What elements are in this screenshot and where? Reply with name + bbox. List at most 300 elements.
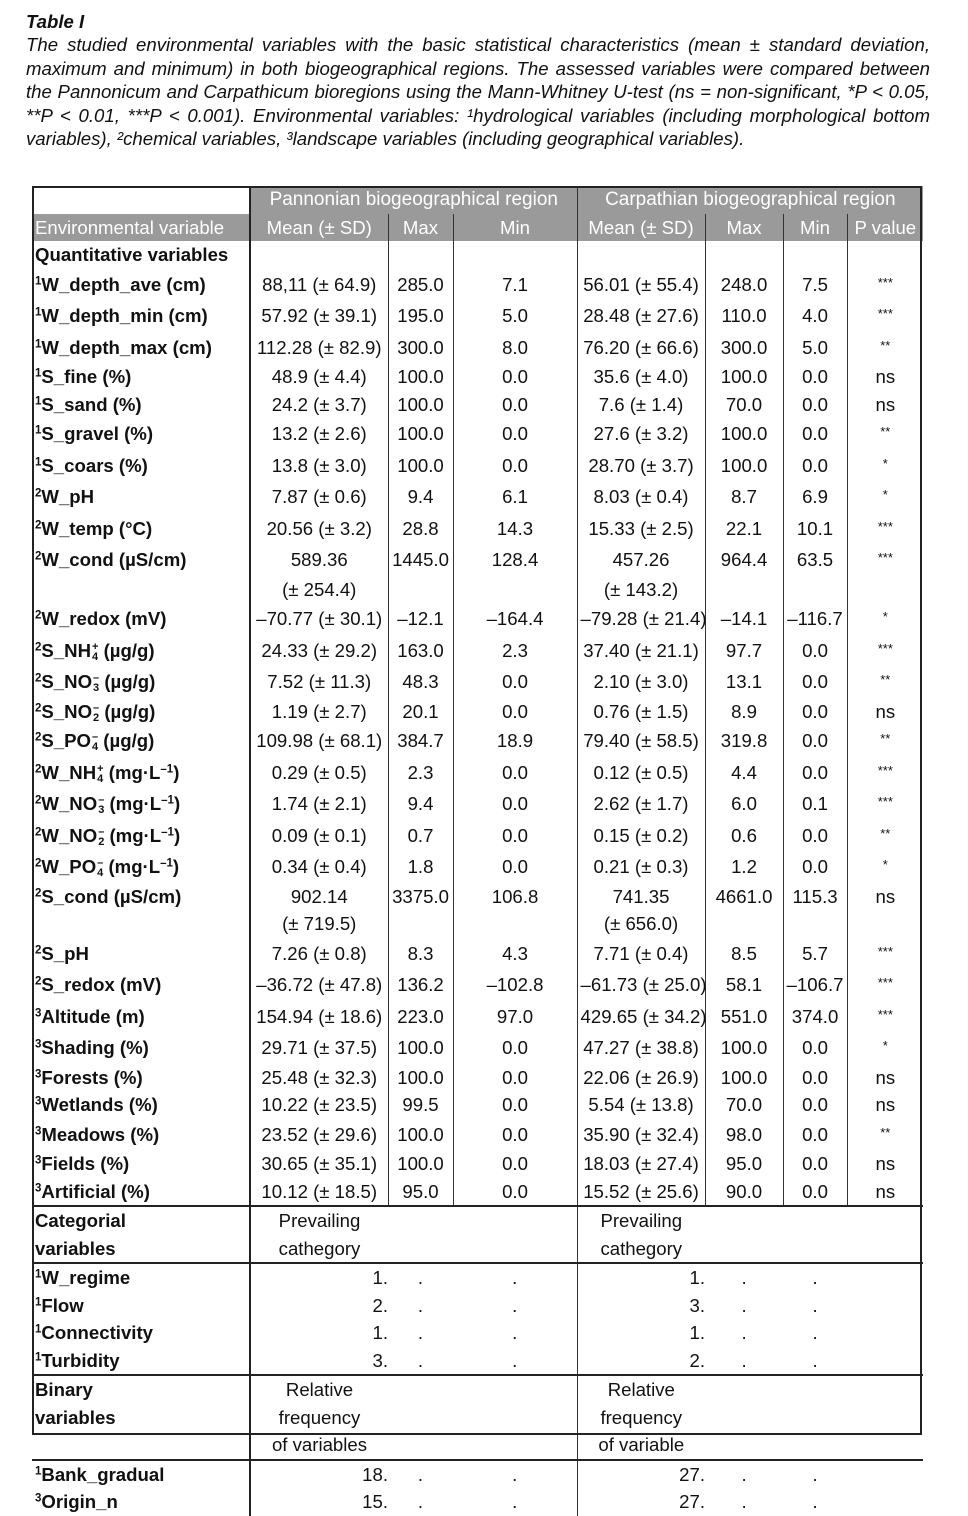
table-row <box>32 666 923 698</box>
unit-end: ) <box>173 793 181 814</box>
variable-name: Bank_gradual <box>41 1463 165 1485</box>
category-superscript: 2 <box>35 944 42 957</box>
variable-cell <box>32 332 250 364</box>
pannonian-mean: 7.26 (± 0.8) <box>250 938 388 970</box>
carpathian-min: 4.0 <box>783 300 847 332</box>
pannonian-max: 100.0 <box>388 1064 453 1092</box>
carpathian-max: 8.7 <box>705 481 783 513</box>
variable-name: Artificial (%) <box>41 1180 150 1202</box>
pannonian-max: 2.3 <box>388 757 453 789</box>
carpathian-mean: 35.90 (± 32.4) <box>577 1119 705 1151</box>
section-header-row <box>32 1431 923 1460</box>
variable-name: S_NH <box>41 639 92 661</box>
p-value-text: ns <box>875 1153 896 1174</box>
p-value-text: *** <box>877 975 893 990</box>
p-value <box>847 1001 923 1033</box>
pannonian-mean: 589.36 <box>250 544 388 576</box>
table-row <box>32 391 923 419</box>
category-superscript: 1 <box>35 275 42 288</box>
category-superscript: 1 <box>35 395 42 408</box>
carpathian-max: 95.0 <box>705 1150 783 1178</box>
carpathian-min: 0.1 <box>783 788 847 820</box>
unit-exponent: –1 <box>160 763 174 776</box>
carpathian-max: 8.5 <box>705 938 783 970</box>
section-pannonian-label: Prevailing <box>278 1210 361 1231</box>
carpathian-max: 100.0 <box>705 363 783 391</box>
p-value <box>847 481 923 513</box>
carpathian-min: –106.7 <box>783 969 847 1001</box>
pannonian-min: 0.0 <box>453 851 577 883</box>
table-row <box>32 1263 923 1292</box>
dot-separator: . <box>741 1294 747 1316</box>
pannonian-max: 9.4 <box>388 788 453 820</box>
variable-unit: (µg/g) <box>98 639 155 661</box>
region-carpathian-header: Carpathian biogeographical region <box>577 186 923 214</box>
section-header-row <box>32 1404 923 1432</box>
p-value <box>847 757 923 789</box>
dot-separator: . <box>783 1263 847 1292</box>
carpathian-mean: 0.15 (± 0.2) <box>577 820 705 852</box>
variable-unit: (µg/g) <box>98 730 155 751</box>
p-value <box>847 1178 923 1207</box>
pannonian-max: 136.2 <box>388 969 453 1001</box>
variable-name: W_depth_ave (cm) <box>41 273 206 295</box>
category-superscript: 1 <box>35 367 42 380</box>
section-label: variables <box>35 1406 116 1428</box>
ion-charge: + <box>97 762 104 775</box>
carpathian-max: 70.0 <box>705 1091 783 1119</box>
carpathian-mean: 5.54 (± 13.8) <box>577 1091 705 1119</box>
dot-separator: . <box>741 1349 747 1371</box>
p-value <box>847 938 923 970</box>
pannonian-max: 1.8 <box>388 851 453 883</box>
pannonian-mean: 154.94 (± 18.6) <box>250 1001 388 1033</box>
pannonian-min: 106.8 <box>453 883 577 911</box>
category-superscript: 3 <box>35 1125 42 1138</box>
header-row-regions <box>32 186 923 214</box>
carpathian-min: 0.0 <box>783 851 847 883</box>
pannonian-min: 0.0 <box>453 1178 577 1207</box>
pannonian-min: 97.0 <box>453 1001 577 1033</box>
carpathian-mean: 15.33 (± 2.5) <box>577 513 705 545</box>
dot-separator: . <box>388 1263 453 1292</box>
carpathian-max: 1.2 <box>705 851 783 883</box>
section-carpathian-label: frequency <box>600 1406 683 1428</box>
table-row <box>32 1150 923 1178</box>
table-row <box>32 300 923 332</box>
dot-separator: . <box>388 1460 453 1489</box>
variable-name: W_NH <box>41 761 97 783</box>
p-value-text: ** <box>880 424 891 439</box>
carpathian-min: 7.5 <box>783 269 847 301</box>
pannonian-min: 2.3 <box>453 635 577 667</box>
pannonian-max: 1445.0 <box>388 544 453 576</box>
table-row <box>32 1488 923 1516</box>
variable-name: Shading (%) <box>41 1037 149 1058</box>
ion-charge: – <box>92 731 99 744</box>
carpathian-mean: –61.73 (± 25.0) <box>577 969 705 1001</box>
table-row <box>32 363 923 391</box>
p-value <box>847 666 923 698</box>
dot-separator: . <box>705 1460 783 1489</box>
variables-table <box>32 186 923 1516</box>
p-value <box>847 603 923 635</box>
carpathian-min: 0.0 <box>783 1119 847 1151</box>
dot-separator: . <box>453 1263 577 1292</box>
carpathian-max: 70.0 <box>705 391 783 419</box>
col-header-mean: Mean (± SD) <box>577 214 705 242</box>
pannonian-min: 4.3 <box>453 938 577 970</box>
p-value-text: ** <box>880 825 891 841</box>
table-row <box>32 757 923 789</box>
variable-name: S_sand (%) <box>41 393 142 415</box>
carpathian-mean: 18.03 (± 27.4) <box>577 1150 705 1178</box>
p-value-text: ** <box>880 337 891 353</box>
unit-end: ) <box>172 856 180 877</box>
carpathian-min: 0.0 <box>783 1178 847 1207</box>
pannonian-mean: 902.14 <box>250 883 388 911</box>
ion-subscript: 4 <box>92 650 99 663</box>
p-value-text: *** <box>877 794 893 809</box>
col-header-p-value: P value <box>847 214 923 242</box>
p-value-text: ** <box>880 731 891 746</box>
p-value-text: * <box>882 455 888 471</box>
pannonian-mean: 10.22 (± 23.5) <box>250 1091 388 1119</box>
variable-name: W_PO <box>41 856 97 877</box>
p-value <box>847 450 923 482</box>
carpathian-max: 22.1 <box>705 513 783 545</box>
variable-name: W_pH <box>41 486 95 507</box>
carpathian-max: 110.0 <box>705 300 783 332</box>
category-superscript: 2 <box>35 550 42 563</box>
region-pannonian-header: Pannonian biogeographical region <box>250 186 577 214</box>
pannonian-mean: 1.74 (± 2.1) <box>250 788 388 820</box>
carpathian-min: 0.0 <box>783 418 847 450</box>
p-value <box>847 269 923 301</box>
table-row <box>32 481 923 513</box>
carpathian-mean: 8.03 (± 0.4) <box>577 481 705 513</box>
category-superscript: 3 <box>35 1492 42 1505</box>
carpathian-max: 90.0 <box>705 1178 783 1207</box>
carpathian-max: 0.6 <box>705 820 783 852</box>
table-row <box>32 1001 923 1033</box>
variable-unit: (mg·L <box>104 824 162 846</box>
carpathian-value: 1. <box>689 1322 706 1343</box>
variable-name: W_NO <box>41 793 98 814</box>
category-superscript: 2 <box>35 763 42 776</box>
unit-exponent: –1 <box>161 826 174 839</box>
section-header-row <box>32 1375 923 1404</box>
p-value <box>847 332 923 364</box>
carpathian-min: 0.0 <box>783 1091 847 1119</box>
section-carpathian-label: of variable <box>598 1434 685 1455</box>
p-value-text: *** <box>877 640 893 656</box>
p-value <box>847 635 923 667</box>
ion-charge: + <box>92 640 99 653</box>
carpathian-value: 27. <box>577 1460 705 1489</box>
pannonian-mean: 20.56 (± 3.2) <box>250 513 388 545</box>
carpathian-max: 4.4 <box>705 757 783 789</box>
dot-separator: . <box>812 1491 818 1512</box>
col-header-mean: Mean (± SD) <box>250 214 388 242</box>
carpathian-max: 551.0 <box>705 1001 783 1033</box>
pannonian-max: 223.0 <box>388 1001 453 1033</box>
variable-name: S_fine (%) <box>41 366 132 387</box>
pannonian-mean: 13.2 (± 2.6) <box>250 418 388 450</box>
pannonian-min: 0.0 <box>453 418 577 450</box>
pannonian-max: 48.3 <box>388 666 453 698</box>
variable-name: W_cond (µS/cm) <box>41 549 187 570</box>
section-label: Quantitative variables <box>32 241 250 269</box>
variable-name: Turbidity <box>41 1349 120 1371</box>
carpathian-min: 115.3 <box>783 883 847 911</box>
category-superscript: 3 <box>35 1007 42 1020</box>
p-value <box>847 725 923 757</box>
carpathian-mean: 457.26 <box>577 544 705 576</box>
pannonian-max: 100.0 <box>388 450 453 482</box>
pannonian-min: –164.4 <box>453 603 577 635</box>
ion-charge: – <box>97 857 104 870</box>
p-value <box>847 698 923 726</box>
table-row <box>32 544 923 576</box>
variable-cell <box>32 544 250 576</box>
section-pannonian-label: of variables <box>271 1434 368 1455</box>
p-value-text: ** <box>880 672 891 687</box>
category-superscript: 2 <box>35 609 42 622</box>
category-superscript: 2 <box>35 672 42 685</box>
p-value <box>847 544 923 576</box>
pannonian-mean: 24.33 (± 29.2) <box>250 635 388 667</box>
carpathian-mean: 35.6 (± 4.0) <box>577 363 705 391</box>
category-superscript: 2 <box>35 702 42 715</box>
carpathian-mean: 0.12 (± 0.5) <box>577 757 705 789</box>
caption-text: The studied environmental variables with the basic statistical characteristics (mean ± standard deviation, maximum and minimum) in both biogeographical regions. The assessed variables were compared between the Pannonicum and Carpathicum bioregions using the Mann-Whitney U-test (ns = non-significant, *P < 0.05, **P < 0.01, ***P < 0.001). Environmental variables: ¹hydrological variables (including morphological bottom variables), ²chemical variables, ³landscape variables (including geographical variables). <box>26 34 930 150</box>
pannonian-max: 3375.0 <box>388 883 453 911</box>
variable-cell <box>32 1292 250 1320</box>
carpathian-mean: 76.20 (± 66.6) <box>577 332 705 364</box>
variable-unit: (mg·L <box>103 856 161 877</box>
table-label: Table I <box>26 11 85 32</box>
pannonian-max: 285.0 <box>388 269 453 301</box>
variable-name: Flow <box>41 1294 84 1316</box>
pannonian-max: 100.0 <box>388 1119 453 1151</box>
p-value-text: ns <box>875 1180 896 1202</box>
unit-exponent: –1 <box>160 857 173 870</box>
table-row <box>32 820 923 852</box>
pannonian-min: 7.1 <box>453 269 577 301</box>
carpathian-max: 100.0 <box>705 1032 783 1064</box>
carpathian-min: 10.1 <box>783 513 847 545</box>
carpathian-min: 0.0 <box>783 635 847 667</box>
pannonian-min: 0.0 <box>453 1032 577 1064</box>
pannonian-max: 100.0 <box>388 418 453 450</box>
pannonian-value: 18. <box>250 1460 388 1489</box>
pannonian-min: 0.0 <box>453 1064 577 1092</box>
p-value-text: ns <box>875 1066 896 1088</box>
variable-cell <box>32 269 250 301</box>
variable-cell <box>32 851 250 883</box>
category-superscript: 2 <box>35 487 42 500</box>
variable-cell <box>32 1319 250 1347</box>
variable-name: S_coars (%) <box>41 454 148 476</box>
carpathian-max: 319.8 <box>705 725 783 757</box>
carpathian-mean: 15.52 (± 25.6) <box>577 1178 705 1207</box>
p-value <box>847 1150 923 1178</box>
carpathian-mean: 741.35 <box>577 883 705 911</box>
carpathian-mean: 37.40 (± 21.1) <box>577 635 705 667</box>
pannonian-max: 100.0 <box>388 1150 453 1178</box>
carpathian-mean: 56.01 (± 55.4) <box>577 269 705 301</box>
category-superscript: 2 <box>35 857 42 870</box>
variable-name: S_gravel (%) <box>41 423 154 444</box>
carpathian-value: 2. <box>689 1349 706 1371</box>
carpathian-min: 0.0 <box>783 757 847 789</box>
dot-separator: . <box>453 1460 577 1489</box>
table-row <box>32 788 923 820</box>
variable-cell <box>32 481 250 513</box>
dot-separator: . <box>741 1491 747 1512</box>
ion-subscript: 2 <box>98 835 105 848</box>
pannonian-min: 128.4 <box>453 544 577 576</box>
pannonian-max: 8.3 <box>388 938 453 970</box>
table-row <box>32 1292 923 1320</box>
carpathian-min: 0.0 <box>783 450 847 482</box>
p-value <box>847 1032 923 1064</box>
section-carpathian-label: Relative <box>607 1379 675 1400</box>
p-value <box>847 391 923 419</box>
pannonian-mean: 0.34 (± 0.4) <box>250 851 388 883</box>
variable-unit: (µg/g) <box>99 700 156 722</box>
variable-cell <box>32 1150 250 1178</box>
carpathian-min: 5.0 <box>783 332 847 364</box>
p-value <box>847 788 923 820</box>
p-value-text: ns <box>875 366 896 387</box>
pannonian-max: 100.0 <box>388 363 453 391</box>
section-header-row <box>32 1206 923 1235</box>
dot-separator: . <box>812 1322 818 1343</box>
section-pannonian-label: frequency <box>278 1406 361 1428</box>
carpathian-max: 6.0 <box>705 788 783 820</box>
section-quantitative <box>32 241 923 269</box>
table-row <box>32 883 923 911</box>
carpathian-max: 248.0 <box>705 269 783 301</box>
ion-charge: – <box>93 701 100 714</box>
variable-name: W_regime <box>41 1267 131 1288</box>
table-row <box>32 450 923 482</box>
table-row <box>32 513 923 545</box>
pannonian-min: 0.0 <box>453 450 577 482</box>
p-value-text: * <box>882 1038 888 1053</box>
carpathian-min: 374.0 <box>783 1001 847 1033</box>
pannonian-max: 100.0 <box>388 391 453 419</box>
carpathian-mean: 429.65 (± 34.2) <box>577 1001 705 1033</box>
dot-separator: . <box>705 1263 783 1292</box>
pannonian-mean: –70.77 (± 30.1) <box>250 603 388 635</box>
table-row-continuation <box>32 576 923 604</box>
p-value <box>847 363 923 391</box>
variable-cell <box>32 725 250 757</box>
variable-unit: (mg·L <box>104 793 162 814</box>
unit-end: ) <box>173 761 180 783</box>
pannonian-min: 0.0 <box>453 1119 577 1151</box>
carpathian-mean: 7.6 (± 1.4) <box>577 391 705 419</box>
carpathian-mean: 28.48 (± 27.6) <box>577 300 705 332</box>
pannonian-value: 15. <box>362 1491 388 1512</box>
p-value-text: * <box>882 609 888 624</box>
section-pannonian-label: Relative <box>285 1379 354 1400</box>
variable-cell <box>32 1064 250 1092</box>
pannonian-value: 2. <box>372 1294 388 1316</box>
carpathian-min: 0.0 <box>783 391 847 419</box>
carpathian-sd: (± 143.2) <box>577 576 705 604</box>
p-value <box>847 1064 923 1092</box>
dot-separator: . <box>453 1347 577 1376</box>
p-value <box>847 851 923 883</box>
category-superscript: 1 <box>35 1268 42 1281</box>
pannonian-min: 18.9 <box>453 725 577 757</box>
dot-separator: . <box>453 1488 577 1516</box>
pannonian-min: 0.0 <box>453 391 577 419</box>
carpathian-mean: 79.40 (± 58.5) <box>577 725 705 757</box>
variable-cell <box>32 635 250 667</box>
pannonian-min: 0.0 <box>453 363 577 391</box>
pannonian-min: 14.3 <box>453 513 577 545</box>
variable-cell <box>32 938 250 970</box>
category-superscript: 2 <box>35 731 42 744</box>
carpathian-min: –116.7 <box>783 603 847 635</box>
table-row <box>32 725 923 757</box>
pannonian-min: 5.0 <box>453 300 577 332</box>
p-value <box>847 300 923 332</box>
col-header-max: Max <box>705 214 783 242</box>
pannonian-mean: 23.52 (± 29.6) <box>250 1119 388 1151</box>
unit-exponent: –1 <box>161 794 174 807</box>
carpathian-min: 63.5 <box>783 544 847 576</box>
variable-cell <box>32 1119 250 1151</box>
category-superscript: 1 <box>35 1465 42 1478</box>
pannonian-value: 3. <box>372 1349 388 1371</box>
pannonian-min: 0.0 <box>453 698 577 726</box>
carpathian-mean: 2.10 (± 3.0) <box>577 666 705 698</box>
variable-cell <box>32 391 250 419</box>
variable-cell <box>32 450 250 482</box>
carpathian-max: 100.0 <box>705 450 783 482</box>
variable-name: S_pH <box>41 942 89 964</box>
pannonian-mean: 1.19 (± 2.7) <box>250 698 388 726</box>
p-value <box>847 418 923 450</box>
variable-cell <box>32 666 250 698</box>
variable-cell <box>32 1347 250 1376</box>
carpathian-max: 97.7 <box>705 635 783 667</box>
section-label: variables <box>35 1237 116 1259</box>
p-value-text: ns <box>875 700 896 722</box>
carpathian-max: 98.0 <box>705 1119 783 1151</box>
variable-cell <box>32 1178 250 1207</box>
p-value-text: * <box>882 857 888 872</box>
pannonian-mean: 7.52 (± 11.3) <box>250 666 388 698</box>
carpathian-max: 4661.0 <box>705 883 783 911</box>
category-superscript: 1 <box>35 424 42 437</box>
dot-separator: . <box>453 1319 577 1347</box>
pannonian-min: 0.0 <box>453 666 577 698</box>
carpathian-mean: 0.21 (± 0.3) <box>577 851 705 883</box>
variable-cell <box>32 883 250 911</box>
variable-name: W_redox (mV) <box>41 608 167 629</box>
variable-cell <box>32 1488 250 1516</box>
pannonian-max: 9.4 <box>388 481 453 513</box>
pannonian-max: 384.7 <box>388 725 453 757</box>
p-value-text: *** <box>877 306 893 321</box>
